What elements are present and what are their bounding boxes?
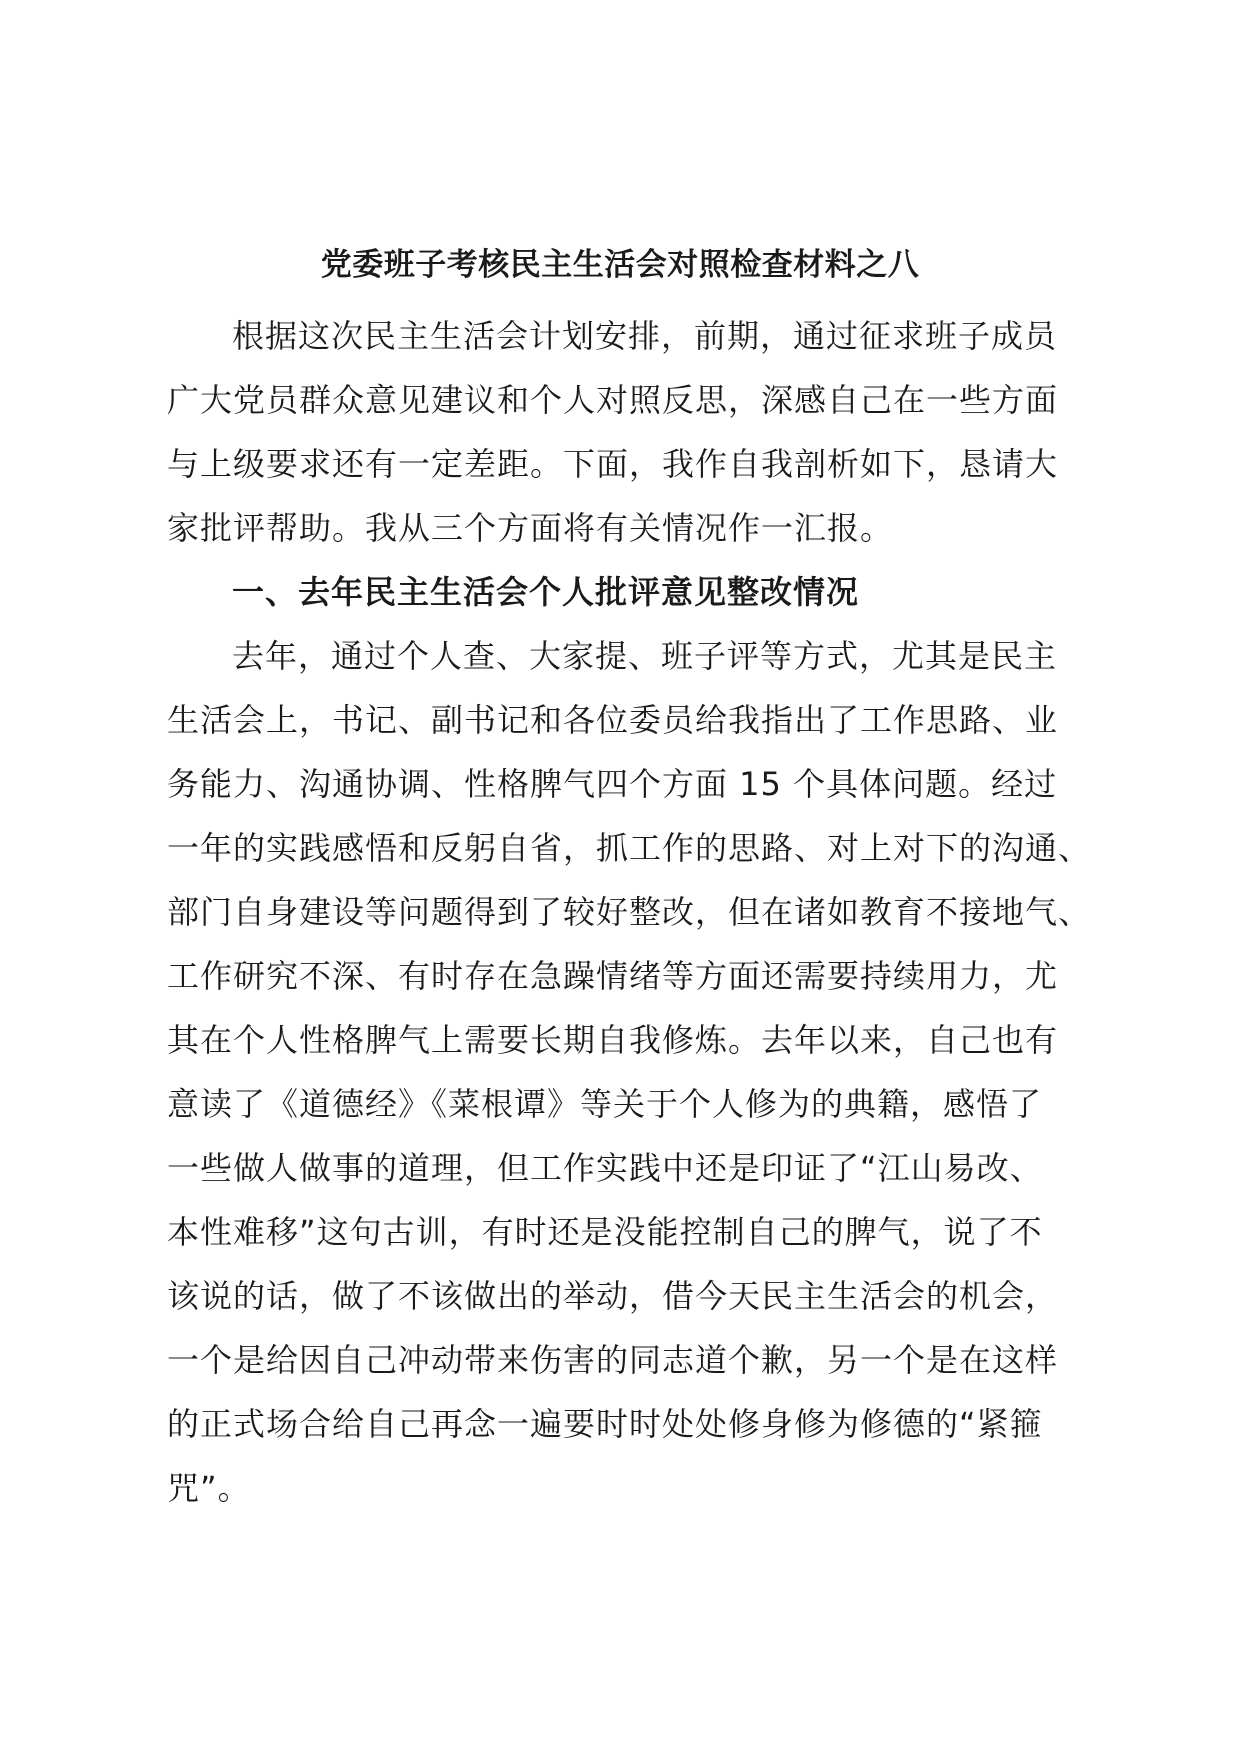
intro-paragraph	[167, 304, 1087, 560]
paragraph-line: 一些做人做事的道理，但工作实践中还是印证了“江山易改、	[167, 1149, 1043, 1187]
paragraph-line: 的正式场合给自己再念一遍要时时处处修身修为修德的“紧箍	[167, 1405, 1043, 1443]
paragraph-line: 生活会上，书记、副书记和各位委员给我指出了工作思路、业	[167, 701, 1059, 739]
paragraph-line: 工作研究不深、有时存在急躁情绪等方面还需要持续用力，尤	[167, 957, 1059, 995]
paragraph-line: 一年的实践感悟和反躬自省，抓工作的思路、对上对下的沟通、	[167, 829, 1092, 867]
paragraph-line: 与上级要求还有一定差距。下面，我作自我剖析如下，恳请大	[167, 445, 1059, 483]
paragraph-line: 咒”。	[167, 1469, 251, 1507]
section-heading: 一、去年民主生活会个人批评意见整改情况	[232, 573, 860, 611]
paragraph-line: 该说的话，做了不该做出的举动，借今天民主生活会的机会，	[167, 1277, 1059, 1315]
document-title: 党委班子考核民主生活会对照检查材料之八	[320, 247, 920, 283]
paragraph-line: 家批评帮助。我从三个方面将有关情况作一汇报。	[167, 509, 894, 547]
paragraph-line: 本性难移”这句古训，有时还是没能控制自己的脾气，说了不	[167, 1213, 1043, 1251]
paragraph-line: 去年，通过个人查、大家提、班子评等方式，尤其是民主	[232, 637, 1058, 675]
paragraph-line: 意读了《道德经》《菜根谭》等关于个人修为的典籍，感悟了	[167, 1085, 1043, 1123]
paragraph-line: 根据这次民主生活会计划安排，前期，通过征求班子成员	[232, 317, 1058, 355]
paragraph-line: 广大党员群众意见建议和个人对照反思，深感自己在一些方面	[167, 381, 1059, 419]
paragraph-line: 部门自身建设等问题得到了较好整改，但在诸如教育不接地气、	[167, 893, 1092, 931]
paragraph-line: 其在个人性格脾气上需要长期自我修炼。去年以来，自己也有	[167, 1021, 1059, 1059]
paragraph-line: 务能力、沟通协调、性格脾气四个方面 15 个具体问题。经过	[167, 765, 1058, 803]
section1-paragraph	[167, 624, 1092, 1520]
paragraph-line: 一个是给因自己冲动带来伤害的同志道个歉，另一个是在这样	[167, 1341, 1059, 1379]
